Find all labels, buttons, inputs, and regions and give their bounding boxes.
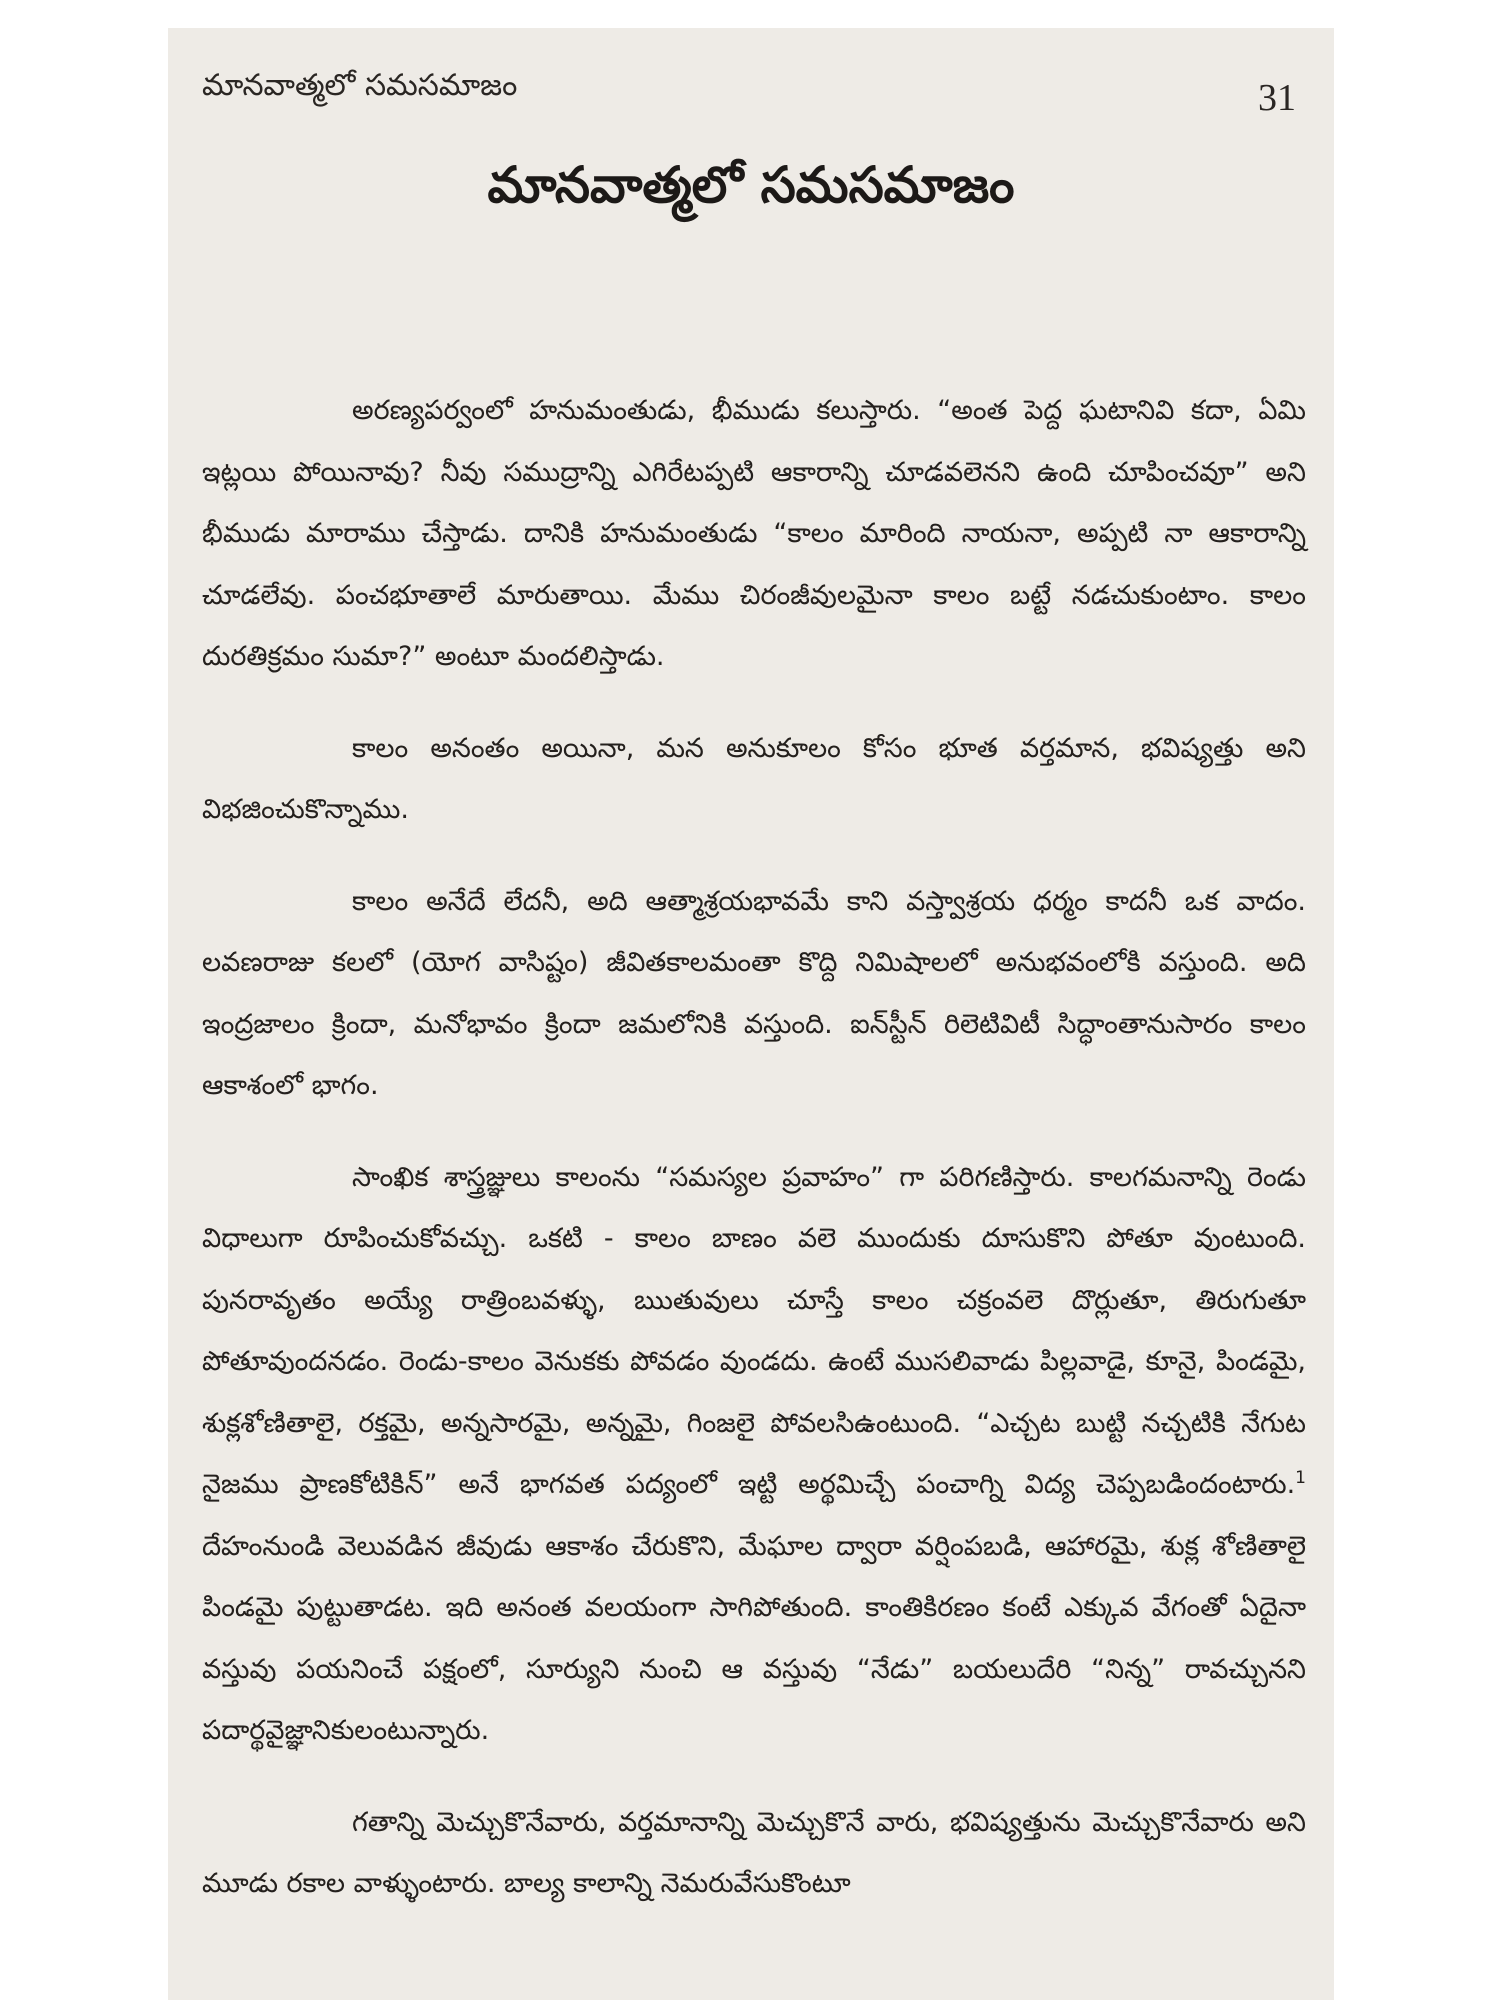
paragraph-text: సాంఖిక శాస్త్రజ్ఞులు కాలంను “సమస్యల ప్రవాహం” గా పరిగణిస్తారు. కాలగమనాన్ని రెండు విధాలుగా రూపించుకోవచ్చు. ఒకటి - కాలం బాణం వలె ముందుకు దూసుకొని పోతూ వుంటుంది. పునరావృతం అయ్యే రాత్రింబవళ్ళు, ఋతువులు చూస్తే కాలం చక్రంవలె దొర్లుతూ, తిరుగుతూ పోతూవుందనడం. రెండు-కాలం వెనుకకు పోవడం వుండదు. ఉంటే ముసలివాడు పిల్లవాడై, కూనై, పిండమై, శుక్లశోణితాలై, రక్తమై, అన్నసారమై, అన్నమై, గింజలై పోవలసిఉంటుంది. “ఎచ్చట బుట్టి నచ్చటికి నేగుట నైజము ప్రాణకోటికిన్” అనే భాగవత పద్యంలో ఇట్టి అర్థమిచ్చే పంచాగ్ని విద్య చెప్పబడిందంటారు. — [202, 1161, 1306, 1500]
body-text — [202, 380, 1306, 1915]
paragraph: గతాన్ని మెచ్చుకొనేవారు, వర్తమానాన్ని మెచ్చుకొనే వారు, భవిష్యత్తును మెచ్చుకొనేవారు అని మూడు రకాల వాళ్ళుంటారు. బాల్య కాలాన్ని నెమరువేసుకొంటూ — [202, 1806, 1306, 1899]
book-page — [168, 28, 1334, 2000]
paragraph — [202, 1147, 1306, 1762]
running-header-title: మానవాత్మలో సమసమాజం — [202, 68, 518, 103]
paragraph: అరణ్యపర్వంలో హనుమంతుడు, భీముడు కలుస్తారు. “అంత పెద్ద ఘటానివి కదా, ఏమి ఇట్లయి పోయినావు? నీవు సముద్రాన్ని ఎగిరేటప్పటి ఆకారాన్ని చూడవలెనని ఉంది చూపించవూ” అని భీముడు మారాము చేస్తాడు. దానికి హనుమంతుడు “కాలం మారింది నాయనా, అప్పటి నా ఆకారాన్ని చూడలేవు. పంచభూతాలే మారుతాయి. మేము చిరంజీవులమైనా కాలం బట్టే నడచుకుంటాం. కాలం దురతిక్రమం సుమా?” అంటూ మందలిస్తాడు. — [202, 395, 1306, 672]
paragraph: కాలం అనంతం అయినా, మన అనుకూలం కోసం భూత వర్తమాన, భవిష్యత్తు అని విభజించుకొన్నాము. — [202, 732, 1306, 825]
paragraph: కాలం అనేదే లేదనీ, అది ఆత్మాశ్రయభావమే కాని వస్త్వాశ్రయ ధర్మం కాదనీ ఒక వాదం. లవణరాజు కలలో (యోగ వాసిష్టం) జీవితకాలమంతా కొద్ది నిమిషాలలో అనుభవంలోకి వస్తుంది. అది ఇంద్రజాలం క్రిందా, మనోభావం క్రిందా జమలోనికి వస్తుంది. ఐన్‌స్టీన్ రిలెటివిటీ సిద్ధాంతానుసారం కాలం ఆకాశంలో భాగం. — [202, 885, 1306, 1101]
paragraph-text-continued: దేహంనుండి వెలువడిన జీవుడు ఆకాశం చేరుకొని, మేఘాల ద్వారా వర్షింపబడి, ఆహారమై, శుక్ల శోణితాలై పిండమై పుట్టుతాడట. ఇది అనంత వలయంగా సాగిపోతుంది. కాంతికిరణం కంటే ఎక్కువ వేగంతో ఏదైనా వస్తువు పయనించే పక్షంలో, సూర్యుని నుంచి ఆ వస్తువు “నేడు” బయలుదేరి “నిన్న” రావచ్చునని పదార్థవైజ్ఞానికులంటున్నారు. — [202, 1530, 1306, 1746]
footnote-marker: 1 — [1295, 1468, 1306, 1488]
chapter-title: మానవాత్మలో సమసమాజం — [487, 156, 1015, 214]
page-number: 31 — [1258, 77, 1296, 119]
